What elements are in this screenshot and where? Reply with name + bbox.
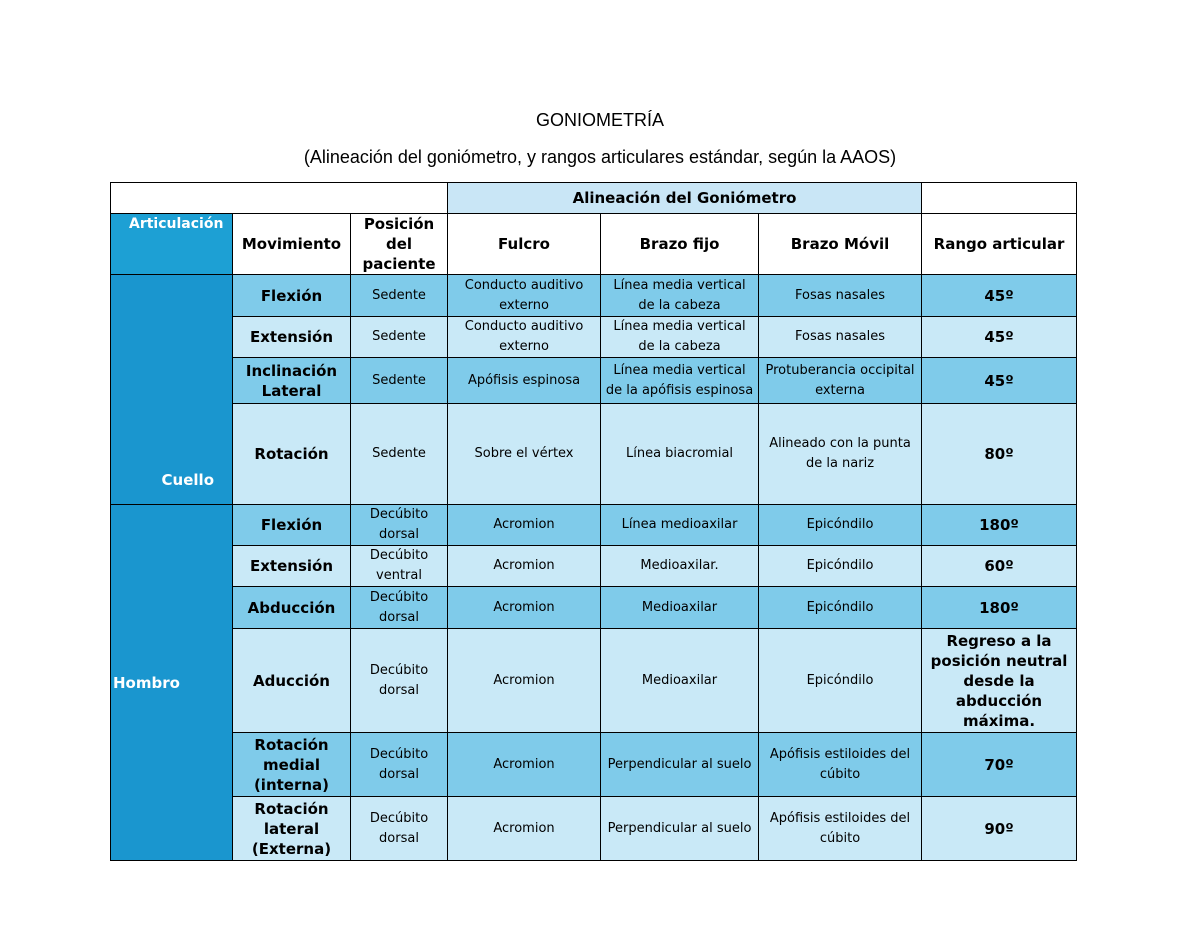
fulcrum-cell: Acromion bbox=[448, 733, 601, 797]
header-articulacion: Articulación bbox=[111, 214, 233, 275]
patient-position-cell: Decúbito dorsal bbox=[351, 629, 448, 733]
fulcrum-cell: Acromion bbox=[448, 505, 601, 546]
fulcrum-cell: Sobre el vértex bbox=[448, 404, 601, 505]
fixed-arm-cell: Medioaxilar. bbox=[601, 546, 759, 587]
fulcrum-cell: Apófisis espinosa bbox=[448, 358, 601, 404]
movement-cell: Rotación medial (interna) bbox=[233, 733, 351, 797]
range-cell: 70º bbox=[922, 733, 1077, 797]
range-cell: 45º bbox=[922, 317, 1077, 358]
movement-cell: Inclinación Lateral bbox=[233, 358, 351, 404]
range-cell: 45º bbox=[922, 275, 1077, 317]
patient-position-cell: Decúbito dorsal bbox=[351, 505, 448, 546]
fulcrum-cell: Acromion bbox=[448, 629, 601, 733]
patient-position-cell: Decúbito dorsal bbox=[351, 587, 448, 629]
header-rango: Rango articular bbox=[922, 214, 1077, 275]
joint-cell: Cuello bbox=[111, 275, 233, 505]
movement-cell: Rotación bbox=[233, 404, 351, 505]
table-row bbox=[111, 505, 1077, 546]
range-cell: 45º bbox=[922, 358, 1077, 404]
patient-position-cell: Sedente bbox=[351, 317, 448, 358]
fulcrum-cell: Acromion bbox=[448, 587, 601, 629]
range-cell: 80º bbox=[922, 404, 1077, 505]
page-title: GONIOMETRÍA bbox=[535, 110, 664, 130]
table-row bbox=[111, 546, 1077, 587]
fixed-arm-cell: Línea media vertical de la apófisis espinosa bbox=[601, 358, 759, 404]
patient-position-cell: Sedente bbox=[351, 358, 448, 404]
fulcrum-cell: Conducto auditivo externo bbox=[448, 275, 601, 317]
fixed-arm-cell: Perpendicular al suelo bbox=[601, 733, 759, 797]
column-header-row bbox=[111, 214, 1077, 275]
table-row bbox=[111, 629, 1077, 733]
patient-position-cell: Decúbito ventral bbox=[351, 546, 448, 587]
table-row bbox=[111, 587, 1077, 629]
table-row bbox=[111, 275, 1077, 317]
moving-arm-cell: Epicóndilo bbox=[759, 629, 922, 733]
fixed-arm-cell: Línea medioaxilar bbox=[601, 505, 759, 546]
fixed-arm-cell: Perpendicular al suelo bbox=[601, 797, 759, 861]
fulcrum-cell: Conducto auditivo externo bbox=[448, 317, 601, 358]
movement-cell: Flexión bbox=[233, 275, 351, 317]
header-posicion: Posición del paciente bbox=[351, 214, 448, 275]
moving-arm-cell: Protuberancia occipital externa bbox=[759, 358, 922, 404]
patient-position-cell: Sedente bbox=[351, 275, 448, 317]
fixed-arm-cell: Medioaxilar bbox=[601, 587, 759, 629]
group-header-cell: Alineación del Goniómetro bbox=[448, 183, 922, 214]
patient-position-cell: Decúbito dorsal bbox=[351, 733, 448, 797]
fixed-arm-cell: Línea media vertical de la cabeza bbox=[601, 317, 759, 358]
group-header-row bbox=[111, 183, 1077, 214]
movement-cell: Flexión bbox=[233, 505, 351, 546]
fixed-arm-cell: Línea biacromial bbox=[601, 404, 759, 505]
moving-arm-cell: Epicóndilo bbox=[759, 587, 922, 629]
moving-arm-cell: Alineado con la punta de la nariz bbox=[759, 404, 922, 505]
range-cell: 90º bbox=[922, 797, 1077, 861]
moving-arm-cell: Epicóndilo bbox=[759, 505, 922, 546]
page-subtitle: (Alineación del goniómetro, y rangos articulares estándar, según la AAOS) bbox=[303, 147, 897, 167]
patient-position-cell: Decúbito dorsal bbox=[351, 797, 448, 861]
movement-cell: Abducción bbox=[233, 587, 351, 629]
blank-header-cell bbox=[111, 183, 448, 214]
range-cell: 180º bbox=[922, 505, 1077, 546]
moving-arm-cell: Apófisis estiloides del cúbito bbox=[759, 797, 922, 861]
movement-cell: Extensión bbox=[233, 546, 351, 587]
moving-arm-cell: Fosas nasales bbox=[759, 275, 922, 317]
table-row bbox=[111, 733, 1077, 797]
movement-cell: Rotación lateral (Externa) bbox=[233, 797, 351, 861]
fulcrum-cell: Acromion bbox=[448, 546, 601, 587]
range-cell: 180º bbox=[922, 587, 1077, 629]
header-brazo-fijo: Brazo fijo bbox=[601, 214, 759, 275]
range-cell: Regreso a la posición neutral desde la abducción máxima. bbox=[922, 629, 1077, 733]
joint-cell: Hombro bbox=[111, 505, 233, 861]
fulcrum-cell: Acromion bbox=[448, 797, 601, 861]
header-brazo-movil: Brazo Móvil bbox=[759, 214, 922, 275]
fixed-arm-cell: Medioaxilar bbox=[601, 629, 759, 733]
movement-cell: Extensión bbox=[233, 317, 351, 358]
patient-position-cell: Sedente bbox=[351, 404, 448, 505]
fixed-arm-cell: Línea media vertical de la cabeza bbox=[601, 275, 759, 317]
header-fulcro: Fulcro bbox=[448, 214, 601, 275]
header-movimiento: Movimiento bbox=[233, 214, 351, 275]
blank-header-cell bbox=[922, 183, 1077, 214]
movement-cell: Aducción bbox=[233, 629, 351, 733]
table-row bbox=[111, 317, 1077, 358]
goniometry-table bbox=[110, 182, 1077, 861]
range-cell: 60º bbox=[922, 546, 1077, 587]
table-row bbox=[111, 358, 1077, 404]
moving-arm-cell: Apófisis estiloides del cúbito bbox=[759, 733, 922, 797]
table-row bbox=[111, 404, 1077, 505]
moving-arm-cell: Fosas nasales bbox=[759, 317, 922, 358]
table-row bbox=[111, 797, 1077, 861]
moving-arm-cell: Epicóndilo bbox=[759, 546, 922, 587]
